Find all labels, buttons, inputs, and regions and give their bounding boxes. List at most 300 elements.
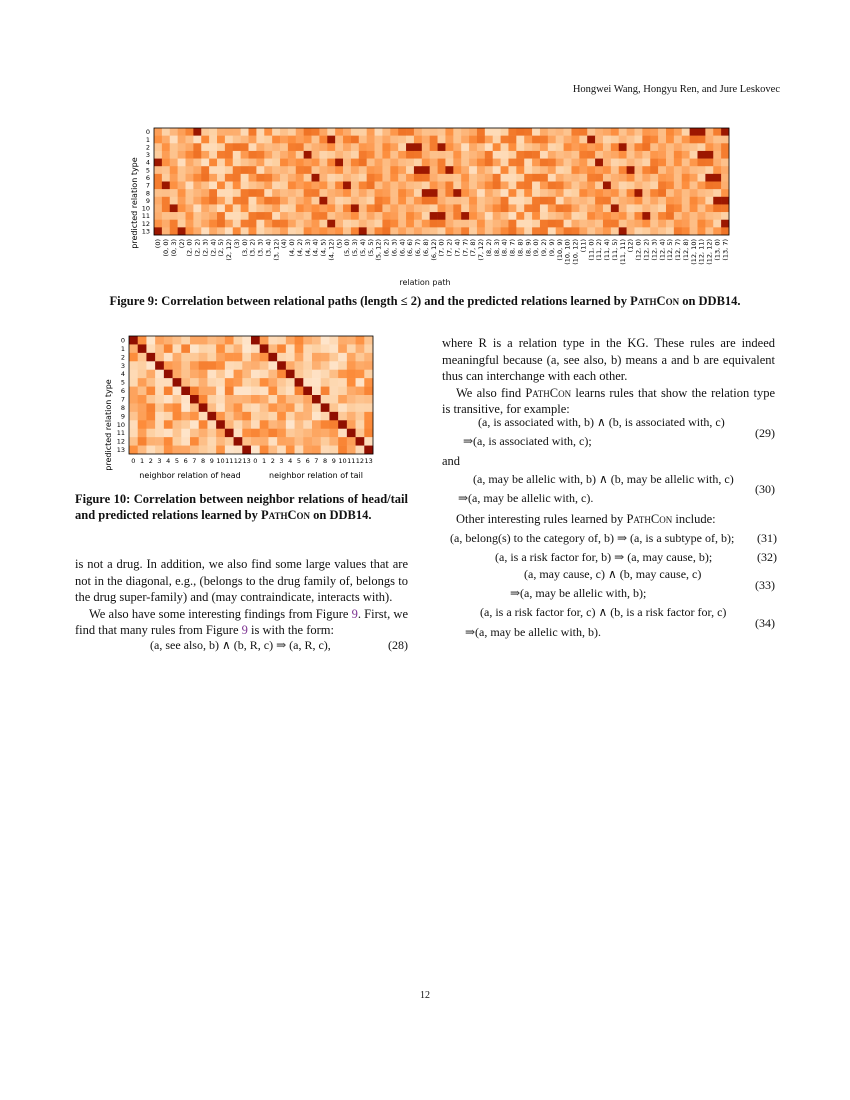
fig10-cell [190, 361, 199, 370]
fig9-cell [201, 151, 209, 159]
fig10-cell [181, 446, 190, 455]
fig9-cell [540, 128, 548, 136]
figure-9-link-2[interactable]: 9 [241, 623, 248, 637]
fig9-cell [650, 212, 658, 220]
fig9-cell [406, 189, 414, 197]
fig9-cell [296, 220, 304, 228]
fig9-cell [524, 174, 532, 182]
fig9-cell [705, 143, 713, 151]
fig10-cell [251, 446, 260, 455]
fig9-cell [327, 136, 335, 144]
fig9-col-label: (12, 10) [689, 239, 698, 265]
fig9-cell [201, 159, 209, 167]
fig9-cell [375, 159, 383, 167]
fig10-cell [347, 437, 356, 446]
fig10-row-label: 5 [120, 378, 125, 387]
fig10-cell [303, 378, 312, 387]
fig9-cell [564, 220, 572, 228]
fig9-cell [367, 136, 375, 144]
fig9-cell [280, 189, 288, 197]
fig9-cell [288, 143, 296, 151]
fig10-cell [155, 336, 164, 345]
fig9-col-label: (7, 12) [477, 239, 486, 261]
fig9-cell [209, 174, 217, 182]
fig9-cell [485, 166, 493, 174]
fig9-cell [564, 128, 572, 136]
fig9-cell [178, 143, 186, 151]
fig10-cell [268, 429, 277, 438]
fig9-col-label: (12, 0) [634, 239, 643, 261]
fig9-cell [469, 212, 477, 220]
fig9-cell [319, 220, 327, 228]
fig9-cell [469, 143, 477, 151]
fig10-cell [207, 361, 216, 370]
fig9-cell [658, 159, 666, 167]
fig10-cell [338, 412, 347, 421]
fig9-cell [154, 143, 162, 151]
fig9-col-label: (2, 3) [201, 239, 210, 257]
fig10-cell [138, 446, 147, 455]
fig9-col-label: (5, 0) [343, 239, 352, 257]
fig9-cell [548, 182, 556, 190]
fig9-cell [390, 204, 398, 212]
fig10-cell [312, 370, 321, 379]
fig10-cell [329, 370, 338, 379]
fig10-cell [199, 387, 208, 396]
fig10-cell [173, 336, 182, 345]
fig9-cell [162, 128, 170, 136]
fig9-cell [296, 151, 304, 159]
fig10-cell [321, 370, 330, 379]
fig10-cell [356, 336, 365, 345]
fig9-cell [264, 220, 272, 228]
fig9-cell [658, 197, 666, 205]
fig9-cell [619, 151, 627, 159]
fig10-cell [364, 403, 373, 412]
fig9-cell [272, 159, 280, 167]
fig9-cell [564, 151, 572, 159]
fig9-cell [713, 227, 721, 235]
fig9-cell [438, 166, 446, 174]
fig9-col-label: (6, 6) [406, 239, 415, 257]
fig9-cell [587, 197, 595, 205]
fig9-cell [650, 159, 658, 167]
fig9-cell [579, 143, 587, 151]
fig10-col-label: 10 [216, 457, 225, 465]
equation-29-line-1: (a, is associated with, b) ∧ (b, is associated with, c) [478, 415, 725, 429]
fig10-cell [164, 387, 173, 396]
fig9-cell [705, 220, 713, 228]
fig9-cell [508, 212, 516, 220]
fig9-cell [272, 151, 280, 159]
fig10-cell [242, 395, 251, 404]
fig9-cell [233, 159, 241, 167]
fig9-cell [508, 128, 516, 136]
fig10-cell [347, 420, 356, 429]
fig9-cell [359, 220, 367, 228]
fig9-cell [296, 189, 304, 197]
fig9-col-label: (12, 3) [650, 239, 659, 261]
fig9-cell [634, 174, 642, 182]
fig10-cell [364, 420, 373, 429]
fig10-cell [364, 353, 373, 362]
fig9-cell [619, 182, 627, 190]
fig9-cell [170, 189, 178, 197]
fig10-cell [312, 344, 321, 353]
fig9-cell [666, 212, 674, 220]
fig9-cell [540, 159, 548, 167]
fig9-cell [288, 174, 296, 182]
fig10-cell [277, 403, 286, 412]
fig9-cell [351, 189, 359, 197]
fig9-cell [627, 227, 635, 235]
fig10-cell [225, 344, 234, 353]
fig10-cell [225, 378, 234, 387]
fig10-cell [173, 429, 182, 438]
fig9-cell [162, 151, 170, 159]
fig9-cell [296, 212, 304, 220]
fig9-cell [406, 166, 414, 174]
fig9-cell [430, 151, 438, 159]
fig10-cell [164, 370, 173, 379]
fig9-cell [697, 189, 705, 197]
fig9-cell [508, 189, 516, 197]
fig9-cell [438, 159, 446, 167]
fig9-cell [438, 220, 446, 228]
fig10-cell [347, 361, 356, 370]
fig9-cell [690, 189, 698, 197]
fig9-cell [587, 174, 595, 182]
fig10-cell [260, 403, 269, 412]
fig9-cell [249, 182, 257, 190]
fig9-cell [564, 182, 572, 190]
fig9-cell [225, 197, 233, 205]
fig9-cell [280, 151, 288, 159]
fig9-cell [304, 143, 312, 151]
fig9-cell [508, 182, 516, 190]
fig10-cell [190, 429, 199, 438]
fig9-col-label: (12, 4) [658, 239, 667, 261]
fig9-cell [493, 159, 501, 167]
fig9-cell [193, 197, 201, 205]
fig10-cell [225, 446, 234, 455]
fig9-cell [697, 159, 705, 167]
fig9-cell [430, 174, 438, 182]
fig9-cell [642, 204, 650, 212]
fig9-cell [713, 212, 721, 220]
fig10-cell [251, 403, 260, 412]
fig10-cell [199, 437, 208, 446]
fig9-cell [225, 159, 233, 167]
fig10-cell [303, 387, 312, 396]
fig9-cell [650, 136, 658, 144]
fig9-cell [162, 189, 170, 197]
fig9-cell [304, 212, 312, 220]
fig9-cell [477, 136, 485, 144]
fig9-cell [508, 197, 516, 205]
fig9-cell [312, 151, 320, 159]
fig9-cell [335, 136, 343, 144]
fig9-cell [619, 204, 627, 212]
equation-30-line-1: (a, may be allelic with, b) ∧ (b, may be allelic with, c) [473, 472, 734, 486]
fig9-cell [327, 128, 335, 136]
fig9-cell [382, 197, 390, 205]
fig10-cell [329, 387, 338, 396]
fig10-cell [216, 336, 225, 345]
fig9-cell [445, 204, 453, 212]
fig9-cell [445, 212, 453, 220]
fig9-cell [579, 174, 587, 182]
fig9-cell [154, 197, 162, 205]
fig9-cell [327, 189, 335, 197]
fig9-cell [241, 159, 249, 167]
fig10-cell [260, 336, 269, 345]
fig10-cell [329, 446, 338, 455]
fig9-cell [674, 189, 682, 197]
fig9-cell [603, 166, 611, 174]
fig10-cell [347, 403, 356, 412]
fig9-cell [682, 189, 690, 197]
fig9-cell [650, 197, 658, 205]
fig9-cell [627, 151, 635, 159]
fig10-cell [286, 353, 295, 362]
fig10-cell [129, 370, 138, 379]
fig10-col-label: 0 [253, 457, 258, 465]
fig9-cell [390, 220, 398, 228]
fig9-cell [642, 143, 650, 151]
fig9-cell [532, 212, 540, 220]
fig10-cell [295, 437, 304, 446]
fig9-cell [359, 166, 367, 174]
fig10-cell [277, 353, 286, 362]
fig10-cell [286, 370, 295, 379]
fig10-cell [242, 370, 251, 379]
fig10-cell [260, 420, 269, 429]
fig9-cell [280, 212, 288, 220]
fig9-cell [682, 212, 690, 220]
fig9-col-label: (11, 2) [595, 239, 604, 261]
fig9-cell [619, 212, 627, 220]
fig10-cell [312, 378, 321, 387]
fig9-cell [193, 189, 201, 197]
fig9-cell [524, 189, 532, 197]
fig9-cell [225, 174, 233, 182]
fig9-cell [634, 227, 642, 235]
fig10-cell [295, 370, 304, 379]
fig9-cell [587, 189, 595, 197]
fig9-cell [666, 174, 674, 182]
fig10-cell [312, 429, 321, 438]
fig10-cell [129, 336, 138, 345]
left-column [75, 556, 408, 639]
fig9-cell [351, 182, 359, 190]
fig10-cell [356, 378, 365, 387]
fig9-cell [288, 136, 296, 144]
fig9-cell [453, 204, 461, 212]
fig9-cell [272, 182, 280, 190]
fig9-cell [288, 197, 296, 205]
fig9-cell [674, 220, 682, 228]
fig9-cell [178, 189, 186, 197]
fig9-col-label: (8, 8) [516, 239, 525, 257]
fig10-cell [173, 437, 182, 446]
fig10-cell [155, 387, 164, 396]
fig9-cell [193, 143, 201, 151]
fig9-cell [477, 227, 485, 235]
fig9-row-label: 6 [145, 173, 150, 182]
fig9-col-label: (6, 8) [421, 239, 430, 257]
fig9-cell [705, 166, 713, 174]
fig9-cell [721, 128, 729, 136]
fig9-cell [382, 204, 390, 212]
fig9-cell [713, 159, 721, 167]
fig9-cell [564, 166, 572, 174]
fig10-cell [364, 387, 373, 396]
fig9-cell [406, 227, 414, 235]
fig10-cell [251, 412, 260, 421]
fig9-cell [532, 159, 540, 167]
fig9-cell [312, 227, 320, 235]
fig9-cell [249, 212, 257, 220]
fig10-cell [225, 412, 234, 421]
fig9-cell [611, 143, 619, 151]
fig9-cell [713, 143, 721, 151]
fig9-cell [225, 227, 233, 235]
fig9-cell [162, 174, 170, 182]
running-header: Hongwei Wang, Hongyu Ren, and Jure Leskovec [572, 84, 780, 95]
fig9-row-label: 8 [145, 189, 150, 198]
fig9-cell [697, 220, 705, 228]
fig10-cell [138, 420, 147, 429]
fig9-cell [304, 227, 312, 235]
fig10-cell [329, 412, 338, 421]
fig9-cell [343, 159, 351, 167]
fig9-cell [367, 189, 375, 197]
fig9-cell [178, 204, 186, 212]
fig9-cell [571, 212, 579, 220]
fig9-cell [201, 128, 209, 136]
fig9-cell [249, 166, 257, 174]
fig9-cell [327, 159, 335, 167]
fig9-cell [319, 143, 327, 151]
fig9-cell [382, 174, 390, 182]
fig9-cell [367, 128, 375, 136]
fig10-cell [303, 429, 312, 438]
fig9-cell [422, 143, 430, 151]
fig9-cell [445, 159, 453, 167]
fig9-cell [556, 220, 564, 228]
fig10-cell [155, 370, 164, 379]
fig9-cell [162, 204, 170, 212]
equation-32-number: (32) [757, 550, 777, 564]
fig9-cell [359, 128, 367, 136]
fig10-cell [164, 420, 173, 429]
fig9-cell [170, 227, 178, 235]
fig9-cell [209, 212, 217, 220]
fig10-cell [347, 370, 356, 379]
fig9-cell [398, 128, 406, 136]
fig9-cell [627, 159, 635, 167]
fig9-row-label: 10 [141, 204, 150, 213]
fig10-col-label: 13 [242, 457, 251, 465]
fig10-cell [181, 429, 190, 438]
fig9-cell [288, 159, 296, 167]
fig9-cell [650, 128, 658, 136]
fig10-col-label: 8 [200, 457, 206, 465]
fig10-cell [364, 446, 373, 455]
fig9-cell [595, 182, 603, 190]
fig9-cell [398, 212, 406, 220]
figure-9-link[interactable]: 9 [351, 606, 358, 621]
and-text: and [442, 454, 461, 468]
fig10-cell [260, 395, 269, 404]
fig10-cell [173, 403, 182, 412]
fig9-cell [264, 227, 272, 235]
fig9-cell [603, 159, 611, 167]
fig9-cell [705, 212, 713, 220]
fig9-cell [414, 227, 422, 235]
fig9-cell [595, 159, 603, 167]
fig9-cell [343, 220, 351, 228]
fig9-cell [650, 174, 658, 182]
fig10-cell [216, 395, 225, 404]
fig9-cell [603, 151, 611, 159]
fig9-col-label: (6, 4) [398, 239, 407, 257]
fig9-cell [304, 128, 312, 136]
fig9-cell [540, 174, 548, 182]
fig9-cell [532, 220, 540, 228]
fig10-cell [146, 429, 155, 438]
fig10-cell [321, 429, 330, 438]
fig9-cell [170, 166, 178, 174]
fig10-cell [303, 412, 312, 421]
fig9-cell [430, 159, 438, 167]
fig10-cell [207, 378, 216, 387]
fig9-cell [280, 182, 288, 190]
fig9-cell [674, 166, 682, 174]
fig9-cell [351, 174, 359, 182]
fig9-cell [343, 204, 351, 212]
fig9-cell [186, 182, 194, 190]
fig10-col-label: 7 [192, 457, 197, 465]
fig9-cell [556, 166, 564, 174]
fig9-cell [469, 204, 477, 212]
fig9-cell [343, 151, 351, 159]
fig9-cell [564, 189, 572, 197]
fig9-cell [217, 182, 225, 190]
fig9-cell [398, 166, 406, 174]
fig9-row-label: 0 [145, 128, 150, 137]
fig9-cell [296, 166, 304, 174]
fig9-cell [697, 143, 705, 151]
fig9-cell [634, 143, 642, 151]
fig9-cell [485, 151, 493, 159]
fig9-cell [634, 220, 642, 228]
fig9-cell [477, 182, 485, 190]
fig10-cell [129, 446, 138, 455]
fig9-cell [264, 136, 272, 144]
fig10-row-label: 6 [120, 387, 125, 396]
fig9-cell [225, 220, 233, 228]
fig9-cell [564, 136, 572, 144]
fig9-cell [682, 220, 690, 228]
fig9-cell [312, 128, 320, 136]
fig9-col-label: (2, 0) [185, 239, 194, 257]
fig9-cell [390, 189, 398, 197]
fig9-cell [390, 212, 398, 220]
fig9-cell [375, 197, 383, 205]
fig9-cell [603, 128, 611, 136]
